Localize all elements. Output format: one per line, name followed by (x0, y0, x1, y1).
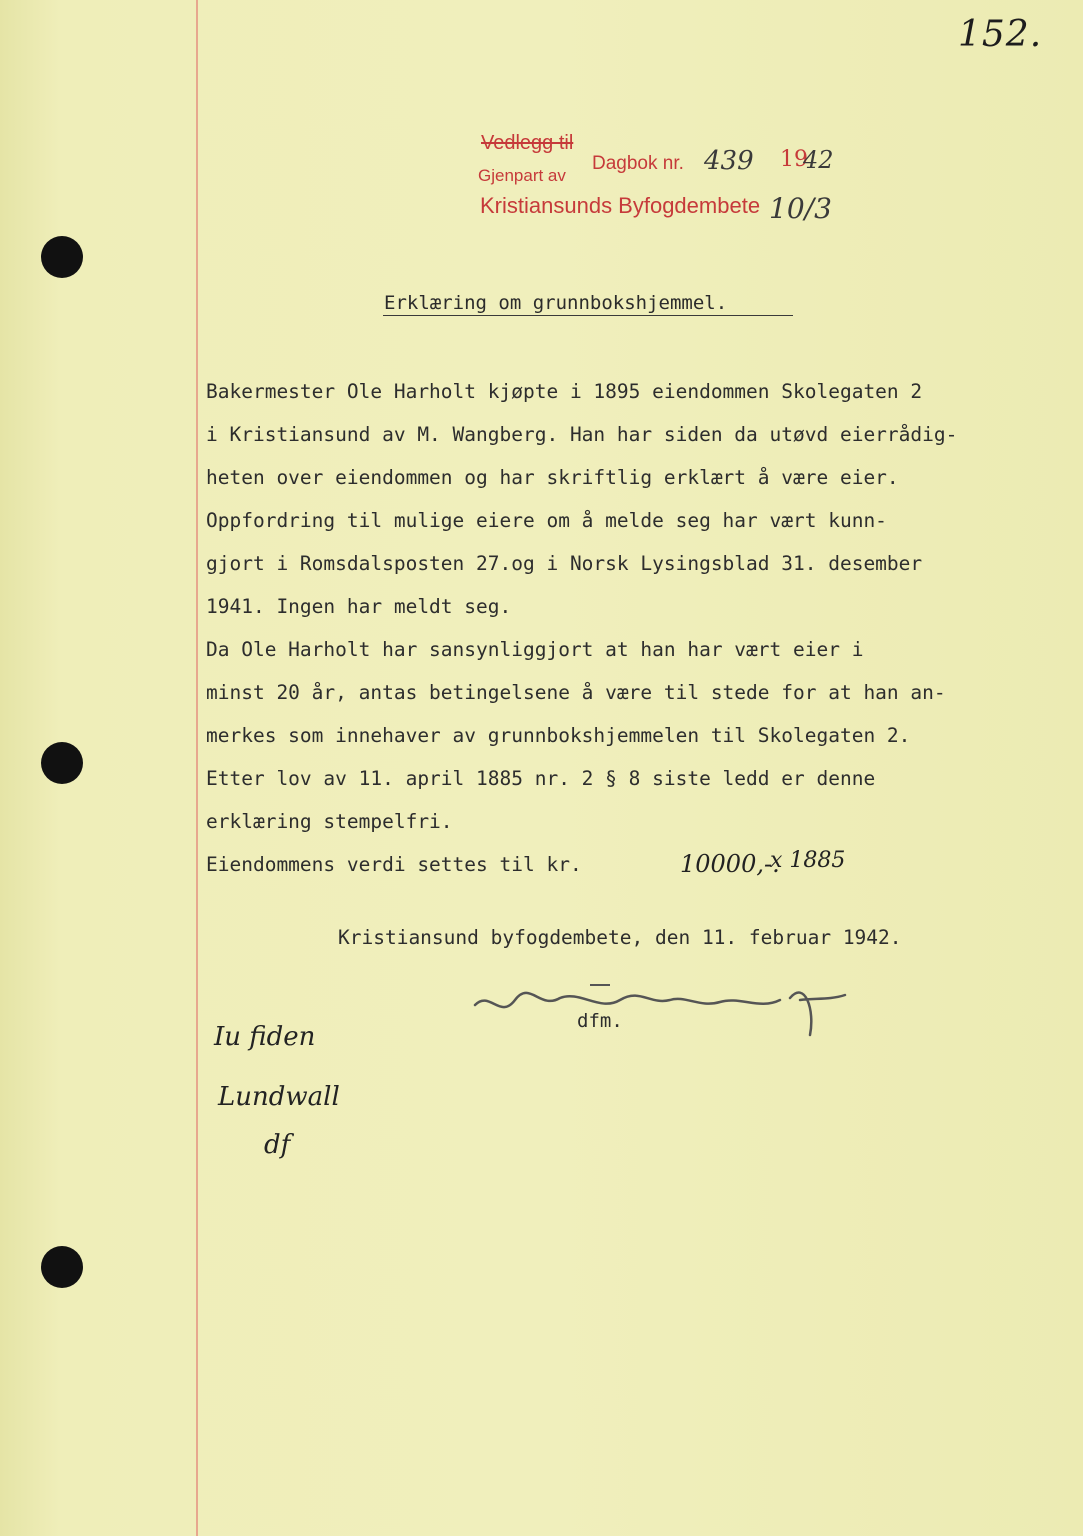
body-line: Da Ole Harholt har sansynliggjort at han har vært eier i (206, 638, 864, 661)
punch-hole (41, 1246, 83, 1288)
handwritten-date: 10/3 (769, 192, 832, 225)
signature (470, 970, 870, 1050)
red-margin-line (196, 0, 198, 1536)
stamp-copy-label: Gjenpart av (478, 166, 566, 185)
body-line: Bakermester Ole Harholt kjøpte i 1895 eiendommen Skolegaten 2 (206, 380, 923, 403)
body-line: Oppfordring til mulige eiere om å melde seg har vært kunn- (206, 509, 887, 532)
stamp-struck-text: Vedlegg til (481, 132, 574, 154)
document-title: Erklæring om grunnbokshjemmel. (384, 292, 728, 314)
body-line: minst 20 år, antas betingelsene å være til stede for at han an- (206, 681, 946, 704)
margin-note-line: df (264, 1130, 291, 1160)
handwritten-year-suffix: 42 (803, 146, 834, 174)
body-line: 1941. Ingen har meldt seg. (206, 595, 512, 618)
signature-title: dfm. (577, 1010, 623, 1032)
body-line: erklæring stempelfri. (206, 810, 453, 833)
punch-hole (41, 742, 83, 784)
stamp-year-prefix: 19 (780, 147, 808, 172)
body-line: heten over eiendommen og har skriftlig erklært å være eier. (206, 466, 899, 489)
body-line: Etter lov av 11. april 1885 nr. 2 § 8 siste ledd er denne (206, 767, 876, 790)
stamp-court-name: Kristiansunds Byfogdembete (480, 193, 761, 218)
page-number: 152. (958, 14, 1043, 55)
body-line: merkes som innehaver av grunnbokshjemmelen til Skolegaten 2. (206, 724, 911, 747)
body-line: gjort i Romsdalsposten 27.og i Norsk Lysingsblad 31. desember (206, 552, 923, 575)
title-underline (383, 315, 793, 316)
dagbok-entry-number: 439 (704, 146, 754, 176)
stamp-dagbok-label: Dagbok nr. (592, 153, 684, 174)
margin-note-line: Lundwall (218, 1082, 340, 1112)
body-line: Eiendommens verdi settes til kr. (206, 853, 582, 876)
body-line: i Kristiansund av M. Wangberg. Han har siden da utøvd eierrådig- (206, 423, 958, 446)
margin-note (214, 1020, 414, 1170)
handwritten-value: 10000,-. (680, 850, 780, 878)
place-and-date: Kristiansund byfogdembete, den 11. februar 1942. (338, 926, 902, 949)
margin-note-line: Iu fiden (214, 1022, 316, 1052)
punch-hole (41, 236, 83, 278)
handwritten-mark: x 1885 (770, 848, 846, 873)
